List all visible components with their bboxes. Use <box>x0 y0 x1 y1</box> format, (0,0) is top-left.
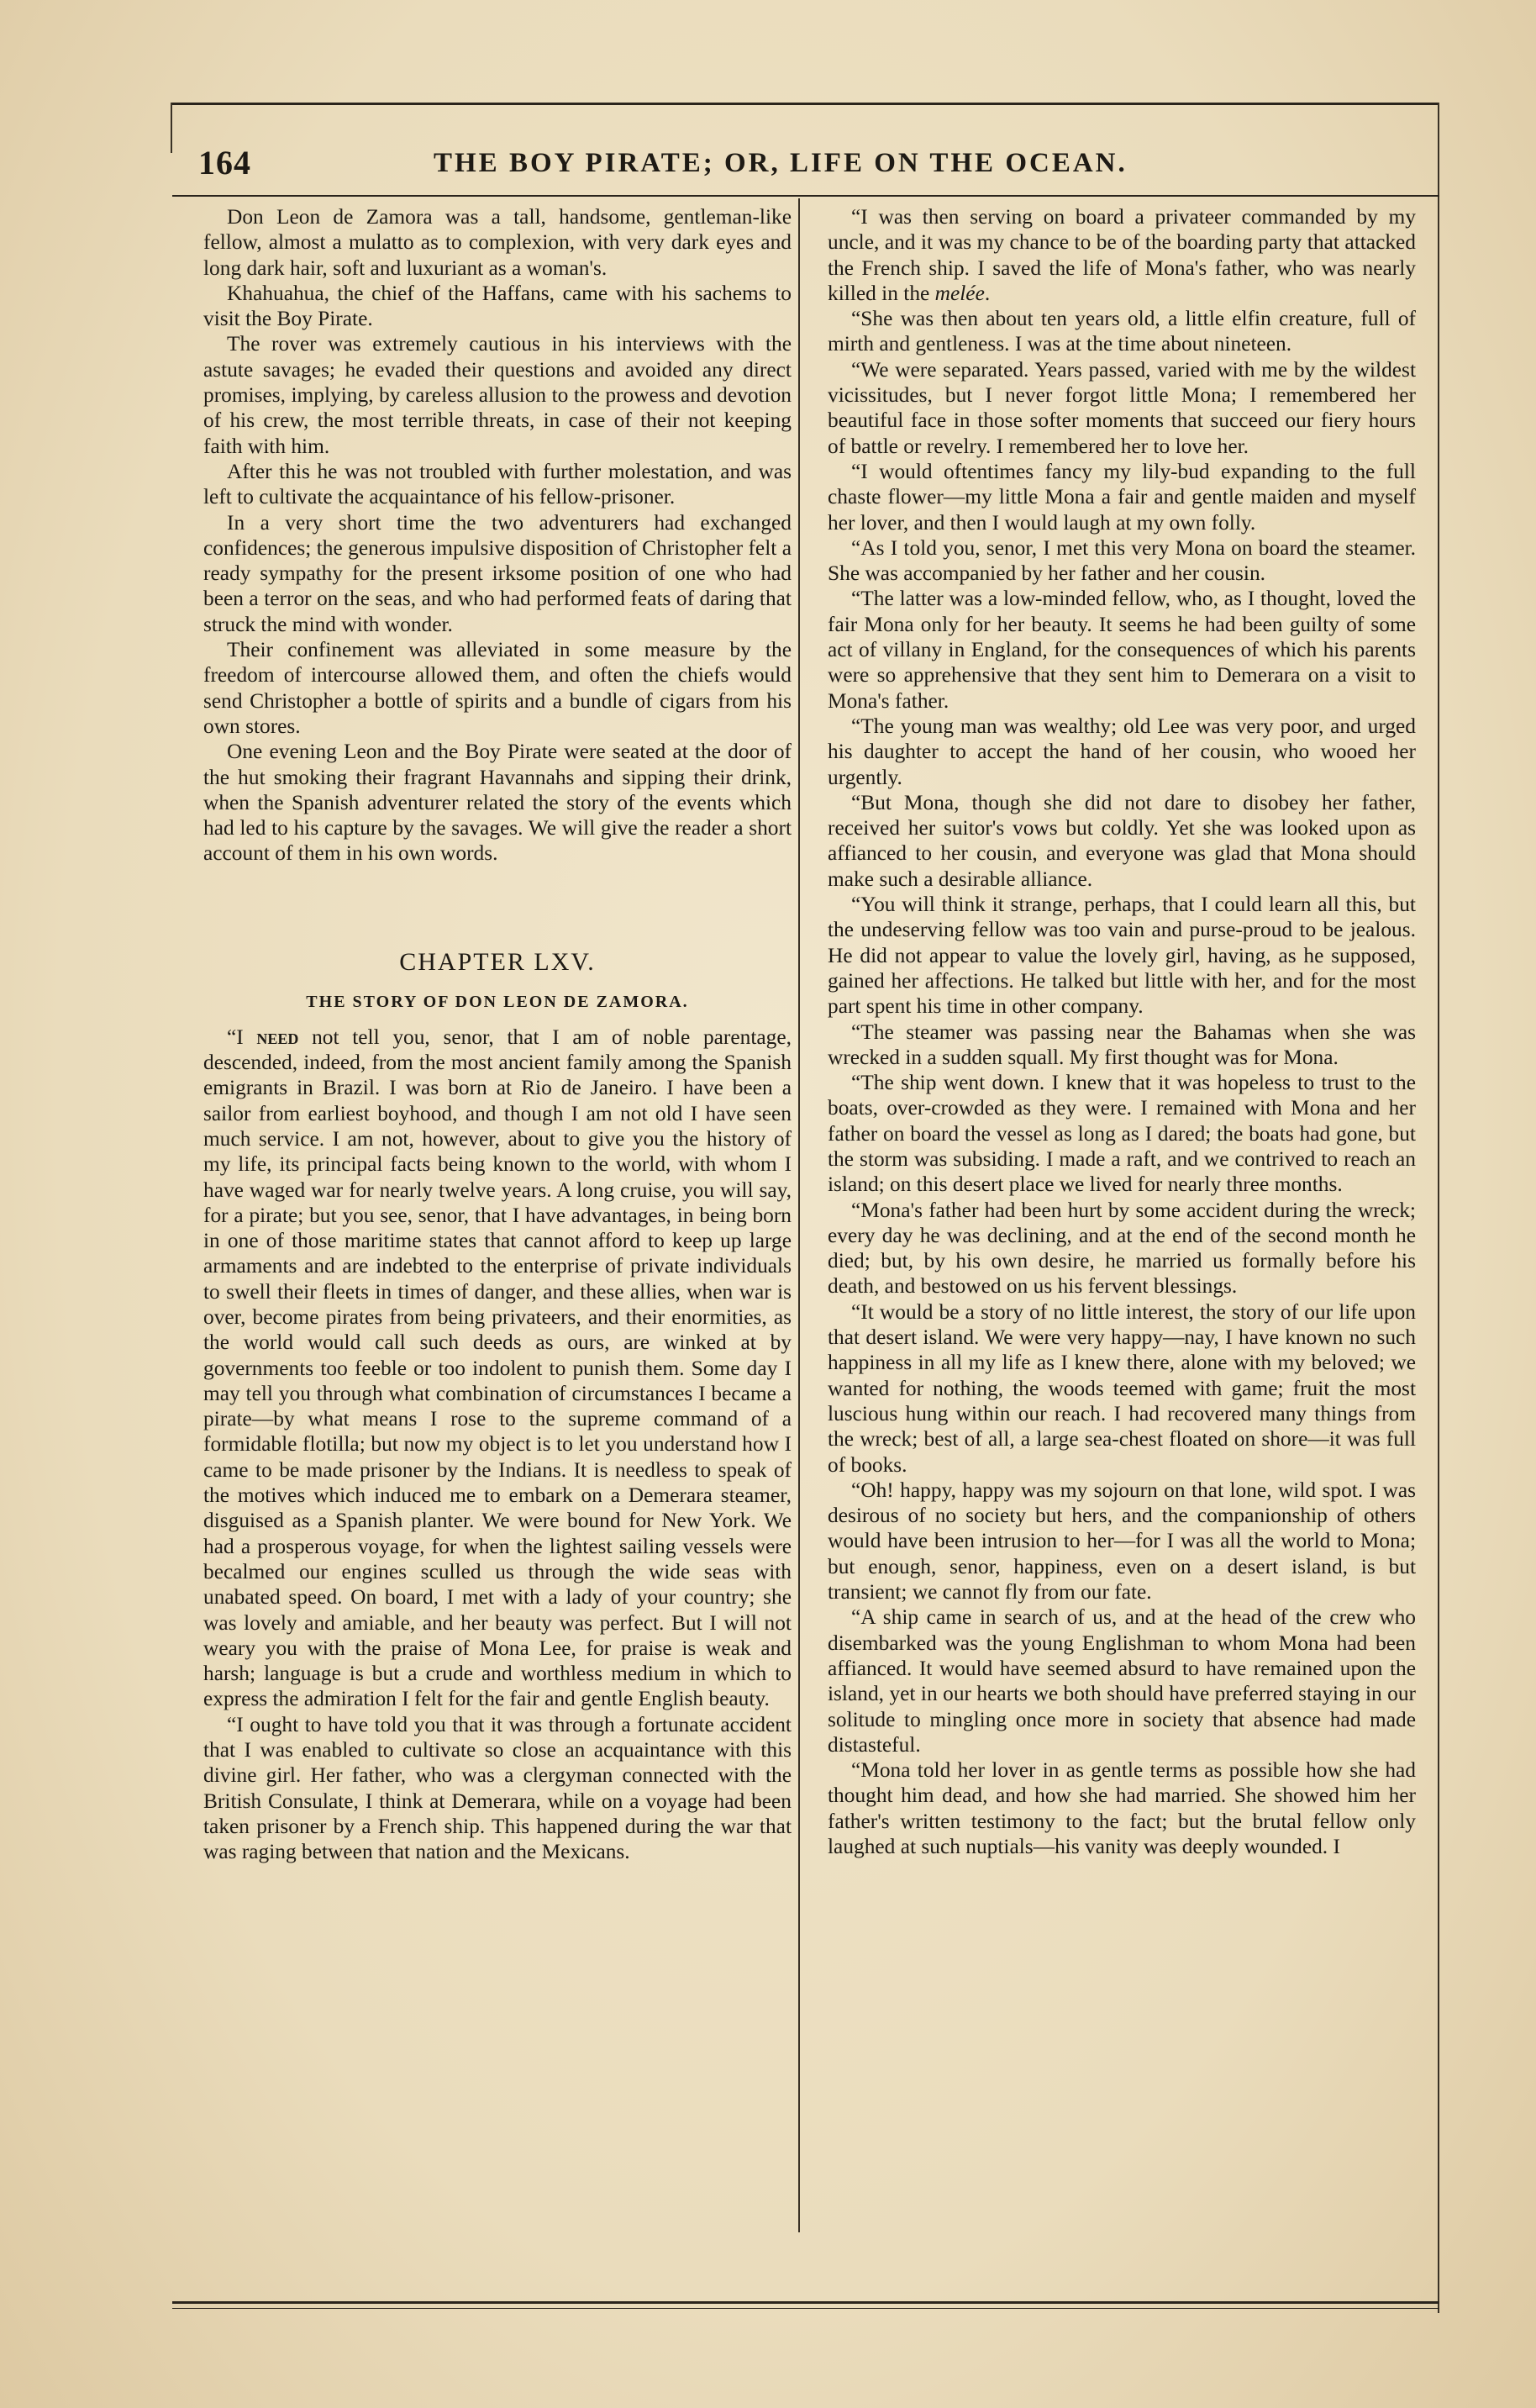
paragraph: “I ought to have told you that it was through a fortunate accident that I was enabled to cultivate so close an acquaintance with this divine girl. Her father, who was a clergyman connected with the British Consulate, I think at Demerara, while on a voyage had been taken prisoner by a French ship. This happened during the war that was raging between that nation and the Mexicans. <box>203 1712 792 1864</box>
paragraph: “The steamer was passing near the Bahamas when she was wrecked in a sudden squall. My first thought was for Mona. <box>828 1020 1416 1069</box>
opening-text: not tell you, senor, that I am of noble parentage, descended, indeed, from the most ancient family among the Spanish emigrants in Brazil. I was born at Rio de Janeiro. I have been a sailor from earliest boyhood, and though I am not old I have seen much service. I am not, however, about to give you the history of my life, its principal facts being known to the world, with whom I have waged war for nearly twelve years. A long cruise, you will say, for a pirate; but you see, senor, that I have advantages, in being born in one of those maritime states that cannot afford to keep up large armaments and are indebted to the enterprise of private individuals to swell their fleets in times of danger, and these allies, when war is over, become pirates from being privateers, and their enormities, as the world would call such deeds as ours, are winked at by governments too feeble or too indolent to punish them. Some day I may tell you through what combination of circumstances I became a pirate—by what means I rose to the supreme command of a formidable flotilla; but now my object is to let you understand how I came to be made prisoner by the Indians. It is needless to speak of the motives which induced me to embark on a Demerara steamer, disguised as a Spanish planter. We were bound for New York. We had a prosperous voyage, for when the lightest sailing vessels were becalmed our engines sculled us through the wide seas with unabated speed. On board, I met with a lady of your country; she was lovely and amiable, and her beauty was perfect. But I will not weary you with the praise of Mona Lee, for praise is weak and harsh; language is but a crude and worthless medium in which to express the admiration I felt for the fair and gentle English beauty. <box>203 1025 792 1711</box>
paragraph: “Mona's father had been hurt by some accident during the wreck; every day he was declining, and at the end of the second month he died; but, by his own desire, he married us formally before his death, and bestowed on us his fervent blessings. <box>828 1198 1416 1299</box>
paragraph: “It would be a story of no little interest, the story of our life upon that desert island. We were very happy—nay, I have known no such happiness in all my life as I knew there, alone with my beloved; we wanted for nothing, the woods teemed with game; fruit the most luscious hung within our reach. I had recovered many things from the wreck; best of all, a large sea-chest floated on shore—it was full of books. <box>828 1299 1416 1477</box>
paragraph: “Oh! happy, happy was my sojourn on that lone, wild spot. I was desirous of no society but hers, and the companionship of others would have been intrusion to her—for I was all the world to Mona; but enough, senor, happiness, even on a desert island, is but transient; we cannot fly from our fate. <box>828 1478 1416 1604</box>
chapter-subtitle: THE STORY OF DON LEON DE ZAMORA. <box>306 992 689 1011</box>
bottom-border-rule-thin <box>172 2308 1439 2309</box>
paragraph: “The young man was wealthy; old Lee was very poor, and urged his daughter to accept the hand of her cousin, who wooed her urgently. <box>828 714 1416 789</box>
right-column <box>828 204 1416 1859</box>
paragraph: “You will think it strange, perhaps, that I could learn all this, but the undeserving fellow was too vain and purse-proud to be jealous. He did not appear to value the lovely girl, having, as he supposed, gained her affections. He talked but little with her, and for the most part spent his time in other company. <box>828 893 1416 1019</box>
paragraph: “We were separated. Years passed, varied with me by the wildest vicissitudes, but I never forgot little Mona; I remembered her beautiful face in those softer moments that succeed our fiery hours of battle or revelry. I remembered her to love her. <box>828 357 1416 458</box>
chapter-title: CHAPTER LXV. <box>399 947 596 976</box>
paragraph: “A ship came in search of us, and at the head of the crew who disembarked was the young Englishman to whom Mona had been affianced. It would have seemed absurd to have remained upon the island, yet in our hearts we both should have preferred staying in our solitude to mingling once more in society that absence had made distasteful. <box>828 1605 1416 1757</box>
top-border-rule <box>172 103 1439 105</box>
header-rule <box>172 195 1439 197</box>
left-border-tick <box>171 103 172 153</box>
chapter-heading <box>203 947 792 1013</box>
paragraph: “She was then about ten years old, a little elfin creature, full of mirth and gentleness. I was at the time about nineteen. <box>828 307 1416 356</box>
paragraph: “I would oftentimes fancy my lily-bud expanding to the full chaste flower—my little Mona a fair and gentle maiden and myself her lover, and then I would laugh at my own folly. <box>828 459 1416 535</box>
column-divider <box>798 198 800 2232</box>
opening-smallcaps-word: need <box>256 1025 299 1049</box>
right-border-rule <box>1438 103 1439 2313</box>
bottom-border-rule <box>172 2301 1439 2304</box>
running-title: THE BOY PIRATE; OR, LIFE ON THE OCEAN. <box>434 148 1128 178</box>
paragraph: After this he was not troubled with further molestation, and was left to cultivate the acquaintance of his fellow-prisoner. <box>203 459 792 509</box>
paragraph: One evening Leon and the Boy Pirate were seated at the door of the hut smoking their fragrant Havannahs and sipping their drink, when the Spanish adventurer related the story of the events which had led to his capture by the savages. We will give the reader a short account of them in his own words. <box>203 740 792 866</box>
paragraph: Don Leon de Zamora was a tall, handsome, gentleman-like fellow, almost a mulatto as to complexion, with very dark eyes and long dark hair, soft and luxuriant as a woman's. <box>203 205 792 280</box>
paragraph: “The latter was a low-minded fellow, who, as I thought, loved the fair Mona only for her beauty. It seems he had been guilty of some act of villany in England, for the consequences of which his parents were so apprehensive that they sent him to Demerara on a visit to Mona's father. <box>828 587 1416 713</box>
paragraph: The rover was extremely cautious in his interviews with the astute savages; he evaded their questions and avoided any direct promises, implying, by careless allusion to the prowess and devotion of his crew, the most terrible threats, in case of their not keeping faith with him. <box>203 332 792 458</box>
paragraph: In a very short time the two adventurers had exchanged confidences; the generous impulsive disposition of Christopher felt a ready sympathy for the present irksome position of one who had been a terror on the seas, and who had performed feats of daring that struck the mind with wonder. <box>203 510 792 636</box>
left-column <box>203 204 792 1865</box>
paragraph: “Mona told her lover in as gentle terms as possible how she had thought him dead, and how she had married. She showed him her father's written testimony to the fact; but the brutal fellow only laughed at such nuptials—his vanity was deeply wounded. I <box>828 1758 1416 1858</box>
page-number: 164 <box>198 144 251 182</box>
paragraph-end: . <box>984 281 991 305</box>
paragraph: “The ship went down. I knew that it was hopeless to trust to the boats, over-crowded as they were. I remained with Mona and her father on board the vessel as long as I dared; the boats had gone, but the storm was subsiding. I made a raft, and we contrived to reach an island; on this desert place we lived for nearly three months. <box>828 1071 1416 1197</box>
paragraph: Their confinement was alleviated in some measure by the freedom of intercourse allowed them, and often the chiefs would send Christopher a bottle of spirits and a bundle of cigars from his own stores. <box>203 638 792 738</box>
paragraph <box>828 204 1416 306</box>
chapter-opening-paragraph <box>203 1025 792 1712</box>
italic-word: melée <box>934 281 985 305</box>
paragraph: Khahuahua, the chief of the Haffans, came with his sachems to visit the Boy Pirate. <box>203 281 792 331</box>
paragraph: “As I told you, senor, I met this very Mona on board the steamer. She was accompanied by her father and her cousin. <box>828 535 1416 586</box>
page-header <box>198 143 1433 190</box>
opening-quote: “I <box>227 1025 257 1049</box>
paragraph: “But Mona, though she did not dare to disobey her father, received her suitor's vows but coldly. Yet she was looked upon as affianced to her cousin, and everyone was glad that Mona should make such a desirable alliance. <box>828 790 1416 891</box>
paragraph-text: “I was then serving on board a privateer commanded by my uncle, and it was my chance to be of the boarding party that attacked the French ship. I saved the life of Mona's father, who was nearly killed in the <box>828 205 1416 305</box>
